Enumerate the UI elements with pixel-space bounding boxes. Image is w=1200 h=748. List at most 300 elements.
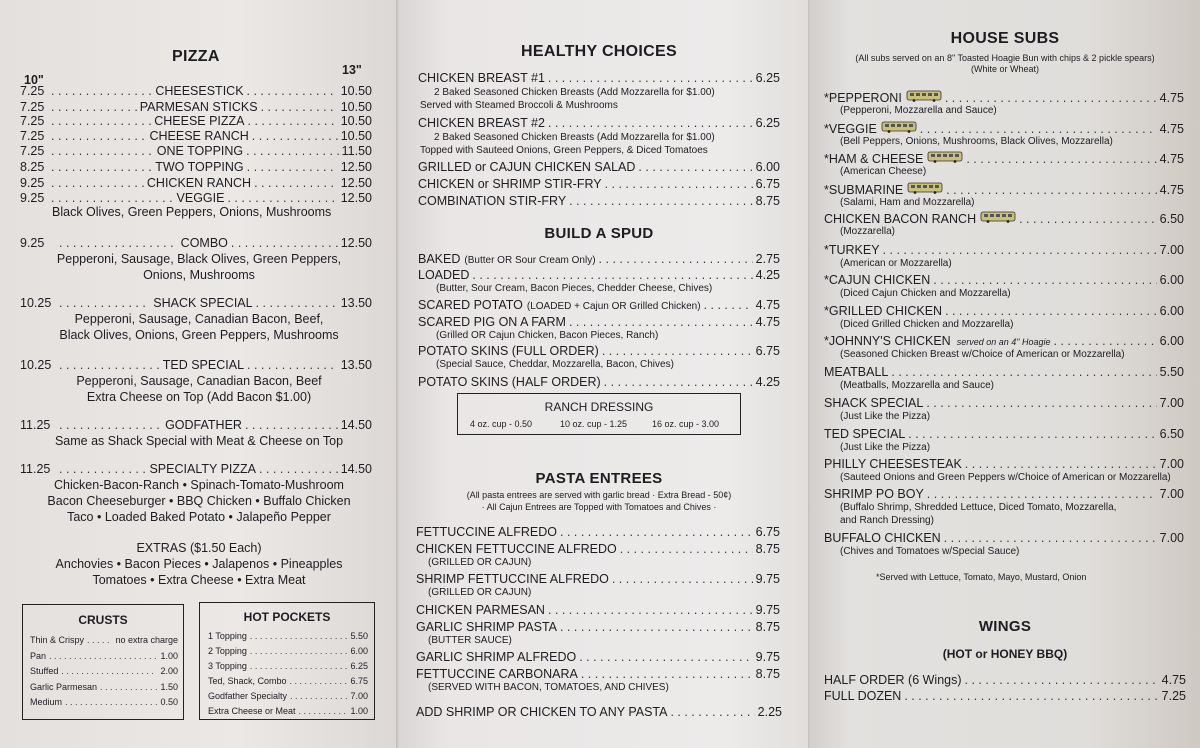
pasta-description: (GRILLED OR CAJUN)	[428, 557, 532, 568]
leader-dots	[65, 697, 157, 707]
healthy-row	[418, 71, 780, 85]
item-price: 6.25	[350, 661, 368, 671]
leader-dots	[704, 298, 753, 312]
large-price: 11.50	[341, 144, 372, 158]
sub-price: 7.00	[1159, 396, 1184, 410]
ranch-size-10oz: 10 oz. cup - 1.25	[560, 419, 628, 429]
subs-panel	[810, 0, 1200, 748]
wing-row	[824, 689, 1186, 703]
special-description: Black Olives, Onions, Green Peppers, Mushrooms	[59, 328, 339, 342]
item-price: 7.25	[1161, 689, 1186, 703]
sub-price: 4.75	[1159, 152, 1184, 166]
healthy-description: 2 Baked Seasoned Chicken Breasts (Add Mozzarella for $1.00)	[434, 87, 715, 98]
leader-dots	[620, 542, 753, 556]
pasta-description: (SERVED WITH BACON, TOMATOES, AND CHIVES)	[428, 682, 669, 693]
item-name: GRILLED or CAJUN CHICKEN SALAD	[418, 160, 636, 174]
healthy-row	[418, 116, 780, 130]
leader-dots	[247, 84, 338, 98]
pizza-row	[20, 129, 372, 143]
leader-dots	[560, 620, 753, 634]
wing-row	[824, 673, 1186, 687]
large-price: 12.50	[340, 236, 372, 250]
extras-line-1: Anchovies • Bacon Pieces • Jalapenos • Pineapples	[55, 557, 343, 571]
sub-row	[824, 273, 1184, 287]
subs-title: HOUSE SUBS	[950, 30, 1060, 47]
pizza-row	[20, 114, 372, 128]
sub-price: 6.00	[1159, 304, 1184, 318]
sub-name: *CAJUN CHICKEN	[824, 273, 931, 287]
sub-price: 4.75	[1159, 183, 1184, 197]
leader-dots	[579, 650, 752, 664]
healthy-description: Topped with Sauteed Onions, Green Peppers, & Diced Tomatoes	[420, 145, 708, 156]
spud-note: (Butter OR Sour Cream Only)	[464, 255, 596, 266]
spud-name: SCARED PIG ON A FARM	[418, 315, 566, 329]
item-price: 8.75	[755, 620, 780, 634]
leader-dots	[638, 160, 752, 174]
subs-note-1: (All subs served on an 8" Toasted Hoagie Bun with chips & 2 pickle spears)	[855, 53, 1155, 63]
spud-row	[418, 268, 780, 282]
leader-dots	[908, 427, 1156, 441]
spud-row	[418, 344, 780, 358]
large-price: 14.50	[340, 462, 372, 476]
sub-description: (American or Mozzarella)	[840, 258, 952, 269]
crusts-title: CRUSTS	[78, 613, 128, 627]
spud-name: BAKED	[418, 252, 461, 266]
spud-price: 2.75	[755, 252, 780, 266]
sub-name: *VEGGIE	[824, 122, 877, 136]
small-price: 7.25	[20, 84, 45, 98]
leader-dots	[926, 396, 1156, 410]
leader-dots	[59, 418, 162, 432]
sub-row	[824, 531, 1184, 545]
large-price: 12.50	[340, 160, 372, 174]
item-name: FETTUCCINE CARBONARA	[416, 667, 578, 681]
sub-name: BUFFALO CHICKEN	[824, 531, 941, 545]
sub-row	[824, 487, 1184, 501]
leader-dots	[548, 71, 753, 85]
sub-price: 7.00	[1159, 487, 1184, 501]
sub-price: 6.50	[1159, 212, 1184, 226]
ranch-size-4oz: 4 oz. cup - 0.50	[470, 419, 533, 429]
sub-row	[824, 427, 1184, 441]
small-price: 9.25	[20, 191, 45, 205]
leader-dots	[49, 651, 157, 661]
leader-dots	[247, 358, 338, 372]
leader-dots	[944, 531, 1157, 545]
sub-row	[824, 396, 1184, 410]
hot-pocket-row	[208, 646, 368, 656]
sub-price: 4.75	[1159, 91, 1184, 105]
pizza-name: CHEESE PIZZA	[154, 114, 245, 128]
sub-sandwich-icon	[907, 182, 943, 194]
sub-description: (Seasoned Chicken Breast w/Choice of American or Mozzarella)	[840, 349, 1125, 360]
spud-name: LOADED	[418, 268, 470, 282]
wings-title: WINGS	[978, 618, 1032, 635]
sub-name: TED SPECIAL	[824, 427, 906, 441]
leader-dots	[548, 116, 753, 130]
leader-dots	[569, 315, 753, 329]
item-name: 2 Topping	[208, 646, 247, 656]
sub-row	[824, 211, 1184, 226]
pizza-name: SPECIALTY PIZZA	[149, 462, 256, 476]
leader-dots	[599, 252, 753, 266]
small-price: 8.25	[20, 160, 45, 174]
item-name: GARLIC SHRIMP PASTA	[416, 620, 558, 634]
leader-dots	[87, 635, 112, 645]
pizza-special-row	[20, 236, 372, 250]
fold-crease-right	[808, 0, 811, 748]
item-price: 6.75	[755, 177, 780, 191]
pasta-row	[416, 572, 780, 586]
leader-dots	[261, 100, 338, 114]
sub-name: MEATBALL	[824, 365, 889, 379]
item-price: 9.75	[755, 650, 780, 664]
sub-name: *JOHNNY'S CHICKEN	[824, 334, 951, 348]
leader-dots	[246, 144, 339, 158]
hot-pockets-box	[199, 602, 375, 720]
healthy-row	[418, 177, 780, 191]
sub-price: 6.00	[1159, 273, 1184, 287]
special-description: Onions, Mushrooms	[143, 268, 255, 282]
small-price: 7.25	[20, 144, 45, 158]
pizza-name: CHEESE RANCH	[149, 129, 249, 143]
pizza-name: TWO TOPPING	[155, 160, 244, 174]
pizza-name: GODFATHER	[165, 418, 242, 432]
item-name: CHICKEN BREAST #1	[418, 71, 545, 85]
item-name: Extra Cheese or Meat	[208, 706, 296, 716]
sub-price: 7.00	[1159, 531, 1184, 545]
pasta-addon-name: ADD SHRIMP OR CHICKEN TO ANY PASTA	[416, 705, 668, 719]
sub-row	[824, 151, 1184, 166]
item-price: 6.25	[755, 71, 780, 85]
pizza-panel	[0, 0, 398, 748]
small-price: 7.25	[20, 100, 45, 114]
item-name: Godfather Specialty	[208, 691, 288, 701]
sub-description: (Meatballs, Mozzarella and Sauce)	[840, 380, 994, 391]
leader-dots	[51, 176, 144, 190]
sub-sandwich-icon	[980, 211, 1016, 223]
item-name: FULL DOZEN	[824, 689, 902, 703]
item-name: Thin & Crispy	[30, 635, 85, 645]
pizza-name: PARMESAN STICKS	[139, 100, 258, 114]
pasta-row	[416, 603, 780, 617]
sub-description: (Salami, Ham and Mozzarella)	[840, 197, 975, 208]
leader-dots	[891, 365, 1156, 379]
extras-line-2: Tomatoes • Extra Cheese • Extra Meat	[92, 573, 306, 587]
healthy-description: Served with Steamed Broccoli & Mushrooms	[420, 100, 618, 111]
pizza-name: COMBO	[180, 236, 228, 250]
spud-name: SCARED POTATO	[418, 298, 523, 312]
hot-pocket-row	[208, 691, 368, 701]
healthy-title: HEALTHY CHOICES	[521, 43, 677, 60]
sub-price: 4.75	[1159, 122, 1184, 136]
spud-price: 4.75	[755, 315, 780, 329]
pasta-addon-price: 2.25	[757, 705, 782, 719]
pizza-row	[20, 144, 372, 158]
extras-title: EXTRAS ($1.50 Each)	[136, 541, 262, 555]
leader-dots	[227, 191, 337, 205]
crust-row	[30, 635, 178, 645]
item-price: 5.50	[350, 631, 368, 641]
item-price: 6.75	[755, 525, 780, 539]
sub-name: SHRIMP PO BOY	[824, 487, 924, 501]
leader-dots	[612, 572, 753, 586]
item-price: no extra charge	[115, 635, 178, 645]
leader-dots	[933, 273, 1156, 287]
leader-dots	[51, 114, 151, 128]
item-name: COMBINATION STIR-FRY	[418, 194, 567, 208]
small-price: 10.25	[20, 296, 52, 310]
pizza-row	[20, 100, 372, 114]
pasta-row	[416, 667, 780, 681]
leader-dots	[965, 457, 1157, 471]
sub-description: (Just Like the Pizza)	[840, 411, 931, 422]
small-price: 7.25	[20, 129, 45, 143]
spud-title: BUILD A SPUD	[544, 225, 654, 242]
healthy-row	[418, 194, 780, 208]
leader-dots	[920, 122, 1157, 136]
hot-pockets-title: HOT POCKETS	[243, 610, 331, 624]
leader-dots	[231, 236, 338, 250]
spud-price: 4.75	[755, 298, 780, 312]
item-price: 6.00	[755, 160, 780, 174]
sub-name: *HAM & CHEESE	[824, 152, 924, 166]
sub-price: 5.50	[1159, 365, 1184, 379]
item-price: 8.75	[755, 194, 780, 208]
pasta-row	[416, 542, 780, 556]
sub-row	[824, 304, 1184, 318]
sub-name: *GRILLED CHICKEN	[824, 304, 943, 318]
sub-description: (American Cheese)	[840, 166, 927, 177]
leader-dots	[883, 243, 1157, 257]
pizza-row	[20, 84, 372, 98]
pizza-special-row	[20, 358, 372, 372]
leader-dots	[1053, 334, 1156, 348]
pasta-note-2: · All Cajun Entrees are Topped with Tomatoes and Chives ·	[481, 502, 717, 512]
item-name: Garlic Parmesan	[30, 681, 98, 692]
leader-dots	[581, 667, 753, 681]
crust-row	[30, 651, 178, 661]
hot-pocket-row	[208, 706, 368, 716]
leader-dots	[248, 114, 338, 128]
special-description: Extra Cheese on Top (Add Bacon $1.00)	[86, 390, 312, 404]
leader-dots	[59, 296, 150, 310]
sub-description: and Ranch Dressing)	[840, 515, 934, 526]
large-price: 10.50	[340, 114, 372, 128]
spud-price: 4.25	[755, 375, 780, 389]
crust-row	[30, 697, 178, 707]
crusts-box	[22, 604, 184, 720]
healthy-description: 2 Baked Seasoned Chicken Breasts (Add Mozzarella for $1.00)	[434, 132, 715, 143]
leader-dots	[245, 418, 338, 432]
spud-row	[418, 315, 780, 329]
special-description: Chicken-Bacon-Ranch • Spinach-Tomato-Mushroom	[54, 478, 344, 492]
small-price: 9.25	[20, 236, 45, 250]
pizza-name: CHICKEN RANCH	[146, 176, 252, 190]
item-price: 6.75	[350, 676, 368, 686]
sub-price: 6.00	[1159, 334, 1184, 348]
sub-row	[824, 334, 1184, 348]
leader-dots	[966, 152, 1156, 166]
pasta-addon-row	[416, 705, 782, 719]
sub-description: (Diced Cajun Chicken and Mozzarella)	[840, 288, 1011, 299]
large-price: 12.50	[340, 191, 372, 205]
large-price: 13.50	[340, 358, 372, 372]
pasta-description: (BUTTER SAUCE)	[428, 635, 512, 646]
item-name: 1 Topping	[208, 631, 247, 641]
special-description: Same as Shack Special with Meat & Cheese on Top	[54, 434, 344, 448]
spud-row	[418, 298, 780, 312]
healthy-row	[418, 160, 780, 174]
large-price: 13.50	[340, 296, 372, 310]
sub-description: (Chives and Tomatoes w/Special Sauce)	[840, 546, 1020, 557]
leader-dots	[945, 91, 1157, 105]
pizza-special-row	[20, 418, 372, 432]
item-price: 7.00	[350, 691, 368, 701]
small-price: 11.25	[20, 462, 51, 476]
pizza-row	[20, 176, 372, 190]
leader-dots	[250, 661, 348, 671]
sub-row	[824, 121, 1184, 136]
item-price: 2.00	[160, 666, 178, 676]
sub-description: (Just Like the Pizza)	[840, 442, 931, 453]
fold-crease-left	[396, 0, 399, 748]
leader-dots	[290, 676, 348, 686]
special-description: Pepperoni, Sausage, Black Olives, Green Peppers,	[56, 252, 342, 266]
item-price: 1.00	[350, 706, 368, 716]
item-price: 1.50	[160, 681, 178, 692]
leader-dots	[602, 344, 753, 358]
leader-dots	[100, 682, 157, 692]
leader-dots	[670, 705, 754, 719]
item-name: Pan	[30, 650, 47, 661]
pizza-special-row	[20, 462, 372, 476]
sub-name: *SUBMARINE	[824, 183, 904, 197]
large-price: 10.50	[340, 84, 372, 98]
leader-dots	[254, 176, 338, 190]
item-name: 3 Topping	[208, 661, 247, 671]
pasta-row	[416, 525, 780, 539]
pasta-description: (GRILLED OR CAJUN)	[428, 587, 532, 598]
leader-dots	[252, 129, 338, 143]
item-price: 8.75	[755, 667, 780, 681]
leader-dots	[51, 191, 174, 205]
spud-price: 6.75	[755, 344, 780, 358]
sub-row	[824, 457, 1184, 471]
item-name: Medium	[30, 697, 63, 707]
leader-dots	[560, 525, 753, 539]
leader-dots	[51, 129, 146, 143]
wings-subtitle: (HOT or HONEY BBQ)	[942, 647, 1068, 661]
leader-dots	[548, 603, 753, 617]
leader-dots	[51, 160, 152, 174]
small-price: 11.25	[20, 418, 51, 432]
sub-description: (Diced Grilled Chicken and Mozzarella)	[840, 319, 1014, 330]
large-price: 12.50	[340, 176, 372, 190]
item-name: GARLIC SHRIMP ALFREDO	[416, 650, 577, 664]
pizza-name: SHACK SPECIAL	[153, 296, 253, 310]
leader-dots	[59, 236, 178, 250]
small-price: 9.25	[20, 176, 45, 190]
special-description: Pepperoni, Sausage, Canadian Bacon, Beef,	[74, 312, 324, 326]
item-name: CHICKEN or SHRIMP STIR-FRY	[418, 177, 602, 191]
leader-dots	[946, 183, 1156, 197]
spud-name: POTATO SKINS (HALF ORDER)	[418, 375, 601, 389]
sub-row	[824, 365, 1184, 379]
leader-dots	[259, 462, 338, 476]
item-price: 6.25	[755, 116, 780, 130]
ranch-box	[457, 393, 741, 435]
item-name: CHICKEN PARMESAN	[416, 603, 545, 617]
leader-dots	[945, 304, 1157, 318]
pizza-name: TED SPECIAL	[162, 358, 245, 372]
leader-dots	[927, 487, 1157, 501]
large-price: 10.50	[340, 100, 372, 114]
item-name: Stuffed	[30, 666, 59, 676]
leader-dots	[604, 375, 753, 389]
special-description: Pepperoni, Sausage, Canadian Bacon, Beef	[76, 374, 322, 388]
pasta-title: PASTA ENTREES	[535, 470, 663, 487]
spud-price: 4.25	[755, 268, 780, 282]
item-price: 0.50	[160, 697, 178, 707]
sub-description: (Bell Peppers, Onions, Mushrooms, Black Olives, Mozzarella)	[840, 136, 1113, 147]
sub-description: (Buffalo Shrimp, Shredded Lettuce, Diced Tomato, Mozzarella,	[840, 502, 1117, 513]
item-name: HALF ORDER (6 Wings)	[824, 673, 962, 687]
leader-dots	[605, 177, 753, 191]
sub-description: (Sauteed Onions and Green Peppers w/Choice of American or Mozzarella)	[840, 472, 1171, 483]
pizza-name: VEGGIE	[176, 191, 225, 205]
spud-row	[418, 252, 780, 266]
sub-note: served on an 4" Hoagie	[956, 337, 1051, 347]
sub-name: CHICKEN BACON RANCH	[824, 212, 977, 226]
item-price: 4.75	[1161, 673, 1186, 687]
leader-dots	[1019, 212, 1157, 226]
spud-description: (Grilled OR Cajun Chicken, Bacon Pieces, Ranch)	[436, 330, 659, 341]
leader-dots	[51, 144, 154, 158]
leader-dots	[569, 194, 753, 208]
leader-dots	[299, 706, 348, 716]
sub-row	[824, 182, 1184, 197]
item-price: 1.00	[160, 650, 178, 661]
item-price: 9.75	[755, 603, 780, 617]
spud-description: (Special Sauce, Cheddar, Mozzarella, Bacon, Chives)	[436, 359, 674, 370]
veggie-description: Black Olives, Green Peppers, Onions, Mushrooms	[52, 205, 332, 219]
item-price: 9.75	[755, 572, 780, 586]
sub-name: *TURKEY	[824, 243, 880, 257]
item-name: SHRIMP FETTUCCINE ALFREDO	[416, 572, 609, 586]
item-price: 8.75	[755, 542, 780, 556]
leader-dots	[472, 268, 752, 282]
spud-name: POTATO SKINS (FULL ORDER)	[418, 344, 599, 358]
item-name: CHICKEN BREAST #2	[418, 116, 545, 130]
special-description: Taco • Loaded Baked Potato • Jalapeño Pepper	[67, 510, 331, 524]
pasta-note-1: (All pasta entrees are served with garlic bread · Extra Bread - 50¢)	[466, 490, 732, 500]
item-price: 6.00	[350, 646, 368, 656]
hot-pocket-row	[208, 661, 368, 671]
pasta-row	[416, 620, 780, 634]
sub-description: (Pepperoni, Mozzarella and Sauce)	[840, 105, 997, 116]
leader-dots	[51, 84, 152, 98]
ranch-size-16oz: 16 oz. cup - 3.00	[652, 419, 720, 429]
leader-dots	[250, 631, 348, 641]
item-name: Ted, Shack, Combo	[208, 676, 287, 686]
item-name: CHICKEN FETTUCCINE ALFREDO	[416, 542, 617, 556]
sub-row	[824, 90, 1184, 105]
leader-dots	[59, 358, 160, 372]
size-large-header: 13"	[342, 63, 362, 77]
crust-row	[30, 682, 178, 692]
sub-price: 7.00	[1159, 457, 1184, 471]
